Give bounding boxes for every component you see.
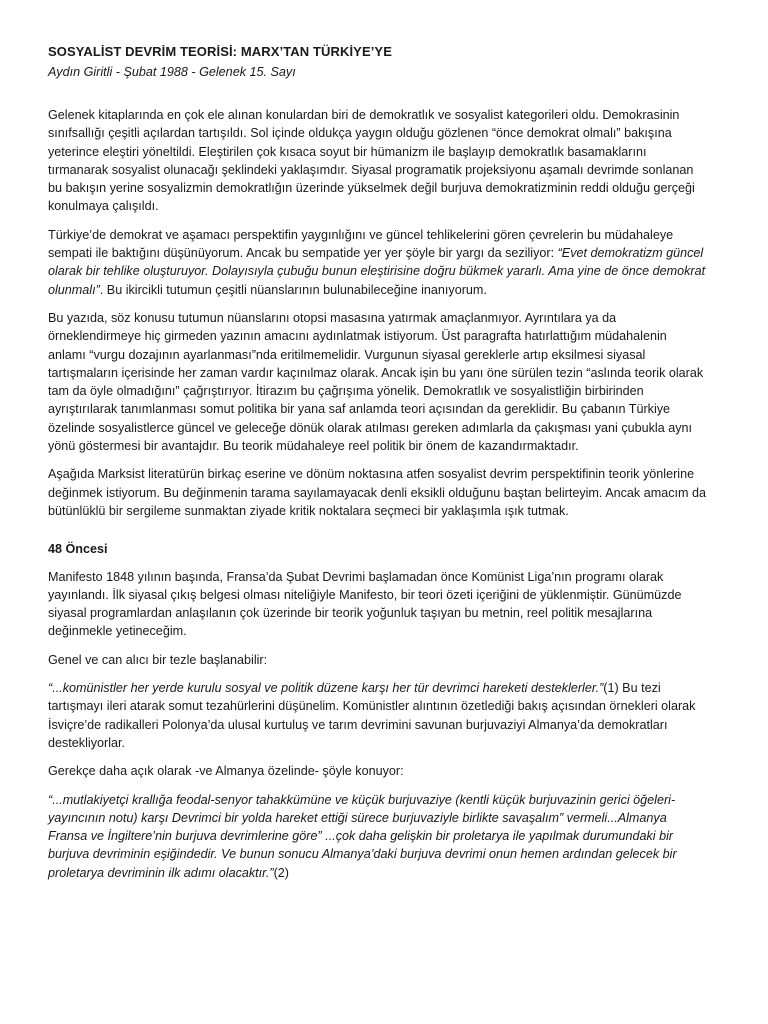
paragraph-manifesto-text: Manifesto 1848 yılının başında, Fransa’da Şubat Devrimi başlamadan önce Komünist Liga’nın programı olarak yayınlandı. İlk siyasal çıkış belgesi olması niteliğiyle Manifesto, bir teori özeti içeriğini de yüklenmiştir. Günümüzde siyasal programlardan anlaşılanın çok üzerinde bir teorik yoğunluk taşıyan bu metnin, reel politik mesajlarına değinmekle yetineceğim. [48, 569, 682, 639]
paragraph-purpose-text: Bu yazıda, söz konusu tutumun nüanslarını otopsi masasına yatırmak amaçlanmıyor. Ayrıntılara ya da örneklendirmeye hiç girmeden yazının amacını aydınlatmak istiyorum. Üst paragrafta hatırlattığım müdahalenin anlamı “vurgu dozajının ayarlanması”nda eritilmemelidir. Vurgunun siyasal gereklerle artıp eksilmesi siyasal tartışmaların içerisinde her zaman vardır kaçınılmaz olarak. Ancak işin bu yanı öne sürülen tezin “aslında teorik olarak tam da öyle olmadığını” çağrıştırıyor. İtirazım bu çağrışıma yönelik. Demokratlık ve sosyalistliğin birbirinden ayrıştırılarak tanımlanması somut politika bir yana saf anlamda teori açısından da gereklidir. Bu çabanın Türkiye özelinde sosyalistlerce güncel ve geleceğe dönük olarak atılması gereken adımlarla da çakışması yani çubukla aynı yönü göstermesi bir avantajdır. Bu teorik müdahaleye reel politik bir önem de kazandırmaktadır. [48, 310, 704, 454]
paragraph-purpose [48, 309, 708, 455]
paragraph-sympathy [48, 226, 708, 299]
article-byline: Aydın Giritli - Şubat 1988 - Gelenek 15. Sayı [48, 65, 296, 79]
paragraph-intro-text: Gelenek kitaplarında en çok ele alınan konulardan biri de demokratlık ve sosyalist kategorileri oldu. Demokrasinin sınıfsallığı çeşitli açılardan tartışıldı. Sol içinde oldukça yaygın olduğu gözlenen “önce demokrat olmalı” bakışına yeterince eleştiri yöneltildi. Eleştirilen çok kısaca soyut bir hümanizm ile başlayıp demokratlık basamaklarını tırmanarak sosyalist olunacağı şeklindeki yaklaşımdır. Siyasal programatik projeksiyonu aşamalı devrimde sonlanan bu bakışın yerine sosyalizmin demokratlığın üzerinde yükselmek değil burjuva demokratizminin reddi olduğu gerçeği konulmaya çalışıldı. [48, 108, 695, 214]
rationale-quote-ref: (2) [273, 865, 290, 880]
paragraph-intro [48, 106, 708, 216]
thesis-quote-rest: (1) Bu tezi tartışmayı ileri atarak somut tezahürlerini düşünelim. Komünistler alıntının özetlediği bakış açısından örnekleri olarak İsviçre’de radikalleri Polonya’da ulusal kurtuluş ve tarım devrimini savunan burjuvaziyi Almanya’da demokratları destekliyorlar. [48, 681, 696, 750]
paragraph-thesis-intro-text: Genel ve can alıcı bir tezle başlanabilir: [48, 652, 268, 667]
paragraph-manifesto [48, 568, 708, 641]
paragraph-sympathy-text-b: . Bu ikircikli tutumun çeşitli nüanslarının bulunabileceğine inanıyorum. [99, 282, 487, 297]
rationale-quote: “...mutlakiyetçi krallığa feodal-senyor tahakkümüne ve küçük burjuvaziye (kentli küçük burjuvazinin gerici öğeleri-yayıncının notu) karşı Devrimci bir yolda hareket ettiği sürece burjuvaziyle birlikte savaşalım” vermeli...Almanya Fransa ve İngiltere’nin burjuva devrimlerine göre” ...çok daha gelişkin bir proletarya ile yapılmak durumundaki bir burjuva devriminin eşiğindedir. Ve bunun sonucu Almanya’daki burjuva devrimi onun hemen ardından gelecek bir proletarya devriminin ilk adımı olacaktır.” [48, 792, 677, 880]
paragraph-rationale-quote [48, 791, 708, 882]
paragraph-thesis-intro [48, 651, 708, 669]
paragraph-sympathy-quote: “Evet demokratizm güncel olarak bir tehlike oluşturuyor. Dolayısıyla çubuğu bunun eleştirisine doğru bükmek yararlı. Ama yine de önce demokrat olunmalı” [48, 246, 706, 297]
section-heading-48: 48 Öncesi [48, 542, 108, 557]
thesis-quote: “...komünistler her yerde kurulu sosyal ve politik düzene karşı her tür devrimci hareketi desteklerler.” [48, 681, 604, 696]
paragraph-literature [48, 465, 708, 520]
paragraph-literature-text: Aşağıda Marksist literatürün birkaç eserine ve dönüm noktasına atfen sosyalist devrim perspektifinin teorik yönlerine değinmek istiyorum. Bu değinmenin tarama sayılamayacak denli eksikli olduğunu baştan belirteyim. Ancak amacım da bütünlüklü bir sergileme sunmaktan ziyade kritik noktalara seçmeci bir yaklaşımla ışık tutmak. [48, 467, 706, 518]
paragraph-thesis-quote [48, 679, 708, 752]
article-title: SOSYALİST DEVRİM TEORİSİ: MARX’TAN TÜRKİYE’YE [48, 44, 392, 59]
paragraph-sympathy-text-a: Türkiye’de demokrat ve aşamacı perspektifin yaygınlığını ve güncel tehlikelerini gören çevrelerin bu müdahaleye sempati ile baktığını düşünüyorum. Ancak bu sempatide yer yer şöyle bir yargı da seziliyor: [48, 227, 674, 261]
paragraph-rationale-intro-text: Gerekçe daha açık olarak -ve Almanya özelinde- şöyle konuyor: [48, 764, 404, 779]
paragraph-rationale-intro [48, 762, 708, 780]
